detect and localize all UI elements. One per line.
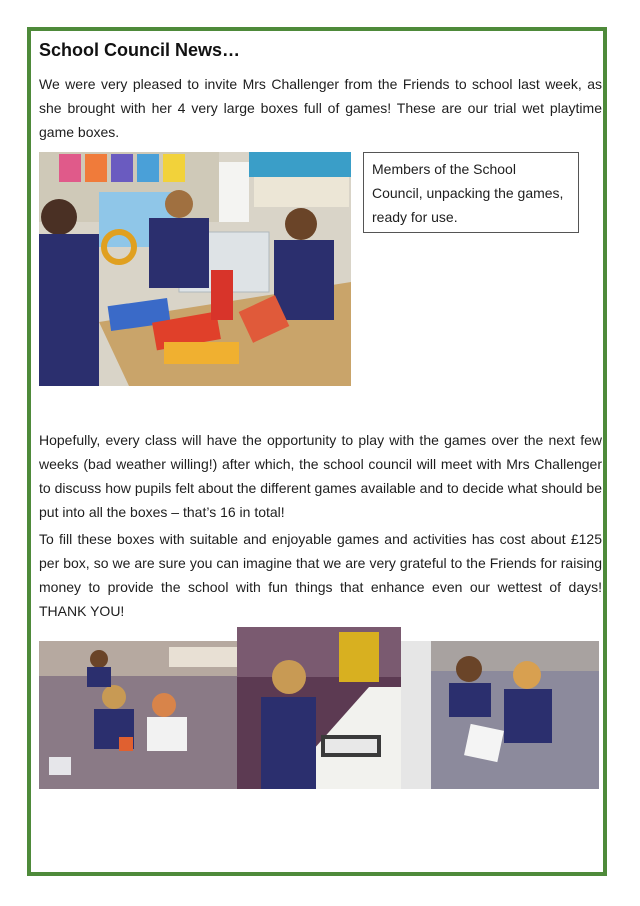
hope-paragraph: Hopefully, every class will have the opportunity to play with the games over the next few weeks (bad weather willing!) after which, the school council will meet with Mrs Challenger to discuss how pupils felt about the different games available and to decide what should be put into all the boxes – that’s 16 in total!: [39, 432, 602, 520]
bottom-photo-strip: [39, 627, 599, 789]
chess-game-photo: [237, 627, 401, 789]
cost-paragraph: To fill these boxes with suitable and enjoyable games and activities has cost about £125 per box, so we are sure you can imagine that we are very grateful to the Friends for raising money to provide the school with fun things that enhance even our wettest of days! THANK YOU!: [39, 531, 602, 619]
board-game-photo: [401, 641, 599, 789]
page-title: School Council News…: [39, 40, 241, 60]
children-playing-photo-1: [39, 641, 237, 789]
unpacking-games-photo: [39, 152, 351, 386]
photo-caption: Members of the School Council, unpacking the games, ready for use.: [363, 152, 579, 233]
intro-paragraph: We were very pleased to invite Mrs Challenger from the Friends to school last week, as she brought with her 4 very large boxes full of games! These are our trial wet playtime game boxes.: [39, 76, 602, 140]
